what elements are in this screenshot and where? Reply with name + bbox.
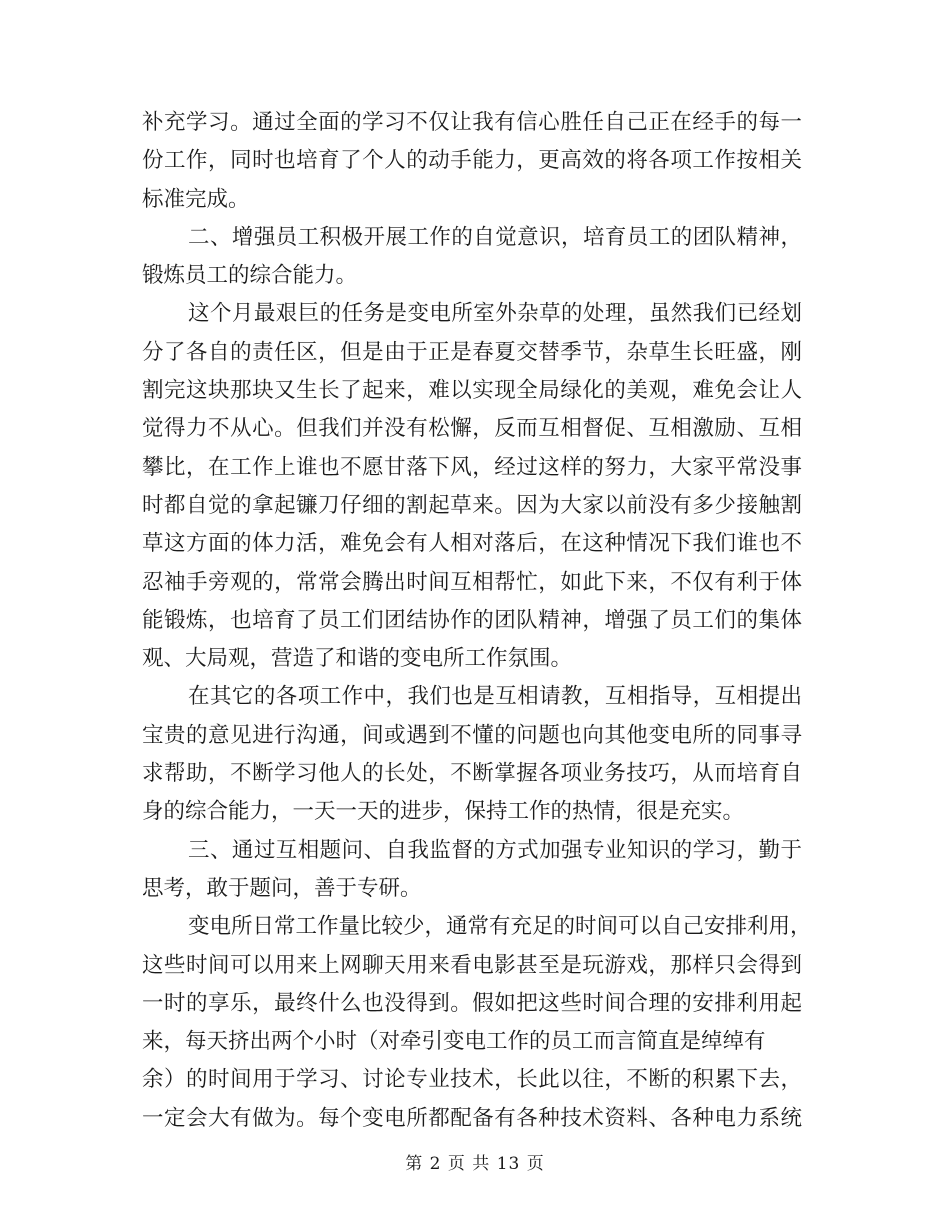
text-line: 攀比，在工作上谁也不愿甘落下风，经过这样的努力，大家平常没事 [142,454,802,480]
text-line: 宝贵的意见进行沟通，间或遇到不懂的问题也向其他变电所的同事寻 [142,722,802,748]
text-line: 标准完成。 [142,186,250,212]
text-line: 余）的时间用于学习、讨论专业技术，长此以往，不断的积累下去， [142,1067,802,1093]
text-line: 一定会大有做为。每个变电所都配备有各种技术资料、各种电力系统 [142,1105,802,1131]
text-line: 草这方面的体力活，难免会有人相对落后，在这种情况下我们谁也不 [142,531,802,557]
text-line: 补充学习。通过全面的学习不仅让我有信心胜任自己正在经手的每一 [142,110,802,135]
text-line: 来，每天挤出两个小时（对牵引变电工作的员工而言简直是绰绰有 [142,1029,766,1055]
text-line: 三、通过互相题问、自我监督的方式加强专业知识的学习，勤于 [188,837,802,863]
text-line: 二、增强员工积极开展工作的自觉意识，培育员工的团队精神， [188,224,802,250]
text-line: 能锻炼，也培育了员工们团结协作的团队精神，增强了员工们的集体 [142,607,802,633]
text-line: 变电所日常工作量比较少，通常有充足的时间可以自己安排利用， [188,914,812,940]
text-line: 这些时间可以用来上网聊天用来看电影甚至是玩游戏，那样只会得到 [142,952,802,978]
text-line: 观、大局观，营造了和谐的变电所工作氛围。 [142,646,573,672]
text-line: 在其它的各项工作中，我们也是互相请教，互相指导，互相提出 [188,684,802,710]
page-number-footer: 第 2 页 共 13 页 [405,1154,545,1174]
text-line: 时都自觉的拿起镰刀仔细的割起草来。因为大家以前没有多少接触割 [142,492,802,518]
text-line: 求帮助，不断学习他人的长处，不断掌握各项业务技巧，从而培育自 [142,761,802,787]
text-line: 觉得力不从心。但我们并没有松懈，反而互相督促、互相激励、互相 [142,416,802,442]
text-line: 忍袖手旁观的，常常会腾出时间互相帮忙，如此下来，不仅有利于体 [142,569,802,595]
text-line: 身的综合能力，一天一天的进步，保持工作的热情，很是充实。 [142,799,745,825]
text-line: 这个月最艰巨的任务是变电所室外杂草的处理，虽然我们已经划 [188,301,802,327]
text-line: 思考，敢于题问，善于专研。 [142,875,422,901]
text-line: 分了各自的责任区，但是由于正是春夏交替季节，杂草生长旺盛，刚 [142,339,802,365]
text-line: 锻炼员工的综合能力。 [142,263,358,289]
text-line: 一时的享乐，最终什么也没得到。假如把这些时间合理的安排利用起 [142,990,802,1016]
text-line: 份工作，同时也培育了个人的动手能力，更高效的将各项工作按相关 [142,148,802,174]
text-line: 割完这块那块又生长了起来，难以实现全局绿化的美观，难免会让人 [142,378,802,404]
document-body [142,104,812,1138]
